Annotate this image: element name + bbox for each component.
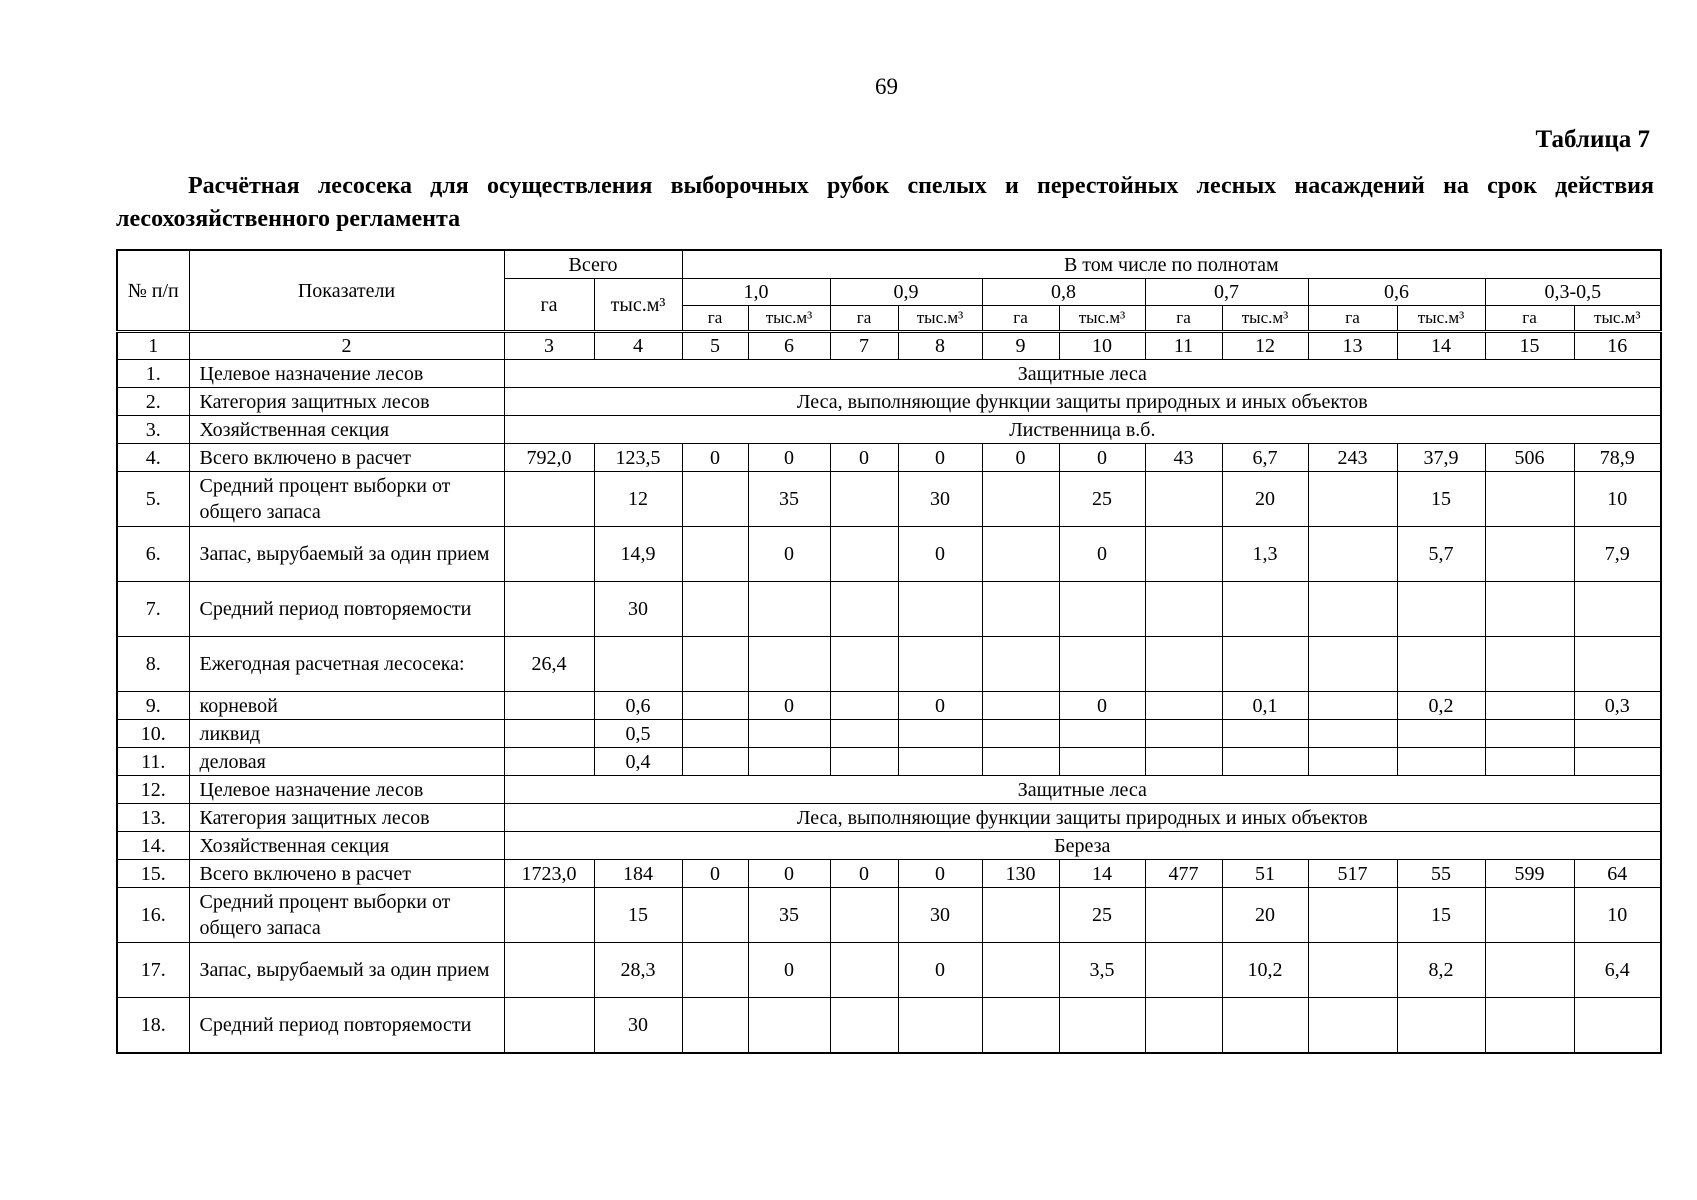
table-cell	[1574, 998, 1661, 1054]
table-cell	[830, 888, 898, 943]
table-row	[117, 720, 1661, 748]
column-number: 1	[117, 332, 189, 360]
column-number: 7	[830, 332, 898, 360]
table-cell	[1308, 888, 1397, 943]
row-label: Ежегодная расчетная лесосека:	[189, 637, 504, 692]
table-row	[117, 832, 1661, 860]
header-indicators: Показатели	[189, 250, 504, 332]
table-cell	[898, 720, 982, 748]
table-cell	[1397, 720, 1485, 748]
header-density-0-9: 0,9	[830, 279, 982, 306]
table-cell	[1145, 527, 1222, 582]
table-cell: 0	[898, 527, 982, 582]
header-ha: га	[682, 306, 748, 332]
table-cell	[682, 692, 748, 720]
table-cell	[1574, 720, 1661, 748]
table-cell	[1308, 748, 1397, 776]
table-cell	[1574, 637, 1661, 692]
row-label: корневой	[189, 692, 504, 720]
table-cell	[1308, 527, 1397, 582]
table-cell	[982, 472, 1059, 527]
row-number: 14.	[117, 832, 189, 860]
table-cell	[1059, 748, 1145, 776]
table-cell	[682, 748, 748, 776]
table-cell: 0	[898, 860, 982, 888]
row-label: Средний процент выборки от общего запаса	[189, 472, 504, 527]
table-cell: 243	[1308, 444, 1397, 472]
table-cell	[504, 748, 594, 776]
table-cell	[1574, 748, 1661, 776]
table-row	[117, 804, 1661, 832]
row-label: Всего включено в расчет	[189, 860, 504, 888]
table-cell: 477	[1145, 860, 1222, 888]
table-row	[117, 692, 1661, 720]
column-number: 8	[898, 332, 982, 360]
table-cell	[504, 998, 594, 1054]
table-cell	[1485, 998, 1574, 1054]
table-cell	[1145, 692, 1222, 720]
column-number: 6	[748, 332, 830, 360]
table-cell	[1145, 888, 1222, 943]
table-label: Таблица 7	[1535, 126, 1650, 153]
table-cell	[1145, 582, 1222, 637]
table-cell	[682, 720, 748, 748]
table-cell: 35	[748, 472, 830, 527]
table-row	[117, 472, 1661, 527]
row-label: Хозяйственная секция	[189, 832, 504, 860]
table-cell	[682, 888, 748, 943]
table-cell	[1222, 637, 1308, 692]
table-cell	[1308, 720, 1397, 748]
column-number: 14	[1397, 332, 1485, 360]
table-cell	[1485, 720, 1574, 748]
table-cell: 15	[594, 888, 682, 943]
table-cell	[830, 692, 898, 720]
table-cell	[1485, 527, 1574, 582]
table-cell: 0,3	[1574, 692, 1661, 720]
table-row	[117, 444, 1661, 472]
table-cell: 43	[1145, 444, 1222, 472]
row-number: 17.	[117, 943, 189, 998]
table-cell	[898, 748, 982, 776]
table-cell	[504, 943, 594, 998]
row-span-value: Защитные леса	[504, 776, 1661, 804]
row-label: Целевое назначение лесов	[189, 776, 504, 804]
table-cell: 0	[1059, 527, 1145, 582]
table-cell: 792,0	[504, 444, 594, 472]
table-cell	[1485, 582, 1574, 637]
table-cell: 0,6	[594, 692, 682, 720]
table-row	[117, 748, 1661, 776]
table-cell	[1574, 582, 1661, 637]
table-cell	[830, 998, 898, 1054]
header-density-0-7: 0,7	[1145, 279, 1308, 306]
table-row	[117, 416, 1661, 444]
table-cell: 37,9	[1397, 444, 1485, 472]
table-cell: 14	[1059, 860, 1145, 888]
column-number: 9	[982, 332, 1059, 360]
table-row	[117, 888, 1661, 943]
table-row	[117, 388, 1661, 416]
header-ha: га	[830, 306, 898, 332]
table-cell: 30	[898, 472, 982, 527]
table-row	[117, 637, 1661, 692]
table-cell	[1222, 582, 1308, 637]
table-cell	[1397, 582, 1485, 637]
table-cell: 25	[1059, 888, 1145, 943]
table-cell	[1397, 748, 1485, 776]
table-cell	[830, 943, 898, 998]
row-label: Средний период повторяемости	[189, 582, 504, 637]
table-row	[117, 860, 1661, 888]
table-cell: 20	[1222, 888, 1308, 943]
header-vol: тыс.м³	[748, 306, 830, 332]
table-cell: 0,1	[1222, 692, 1308, 720]
column-number: 5	[682, 332, 748, 360]
table-cell: 55	[1397, 860, 1485, 888]
table-cell	[1308, 943, 1397, 998]
header-ha: га	[1485, 306, 1574, 332]
row-number: 5.	[117, 472, 189, 527]
column-number-row	[117, 332, 1661, 360]
table-cell: 0,5	[594, 720, 682, 748]
table-cell	[748, 748, 830, 776]
row-number: 12.	[117, 776, 189, 804]
table-cell: 28,3	[594, 943, 682, 998]
table-row	[117, 582, 1661, 637]
table-cell: 25	[1059, 472, 1145, 527]
table-cell	[898, 582, 982, 637]
table-cell	[1145, 720, 1222, 748]
header-by-density: В том числе по полнотам	[682, 250, 1661, 279]
table-cell	[1485, 748, 1574, 776]
header-num: № п/п	[117, 250, 189, 332]
header-ha: га	[1308, 306, 1397, 332]
table-cell: 5,7	[1397, 527, 1485, 582]
table-cell	[682, 637, 748, 692]
table-cell	[982, 943, 1059, 998]
table-cell: 0	[748, 527, 830, 582]
table-cell: 12	[594, 472, 682, 527]
header-ha: га	[982, 306, 1059, 332]
row-number: 7.	[117, 582, 189, 637]
table-cell: 30	[898, 888, 982, 943]
row-number: 4.	[117, 444, 189, 472]
table-cell: 0	[898, 943, 982, 998]
table-cell	[682, 582, 748, 637]
column-number: 15	[1485, 332, 1574, 360]
table-cell	[898, 998, 982, 1054]
header-vol: тыс.м³	[898, 306, 982, 332]
row-number: 16.	[117, 888, 189, 943]
table-cell	[982, 888, 1059, 943]
page-number: 69	[875, 74, 898, 99]
header-density-1-0: 1,0	[682, 279, 830, 306]
table-cell: 0	[1059, 444, 1145, 472]
table-cell	[1397, 637, 1485, 692]
table-cell: 0	[830, 444, 898, 472]
table-cell	[504, 720, 594, 748]
table-cell	[1485, 472, 1574, 527]
row-label: Запас, вырубаемый за один прием	[189, 527, 504, 582]
column-number: 4	[594, 332, 682, 360]
table-cell	[1222, 998, 1308, 1054]
row-label: Запас, вырубаемый за один прием	[189, 943, 504, 998]
table-cell	[1059, 720, 1145, 748]
table-cell	[1308, 692, 1397, 720]
row-span-value: Береза	[504, 832, 1661, 860]
table-cell: 0	[898, 692, 982, 720]
row-number: 8.	[117, 637, 189, 692]
table-row	[117, 527, 1661, 582]
table-cell: 64	[1574, 860, 1661, 888]
table-cell	[748, 998, 830, 1054]
table-cell: 8,2	[1397, 943, 1485, 998]
table-cell	[1308, 637, 1397, 692]
table-cell: 10	[1574, 472, 1661, 527]
table-cell	[748, 637, 830, 692]
header-vol: тыс.м³	[1574, 306, 1661, 332]
table-cell	[1145, 472, 1222, 527]
row-label: ликвид	[189, 720, 504, 748]
table-cell: 123,5	[594, 444, 682, 472]
table-cell	[504, 527, 594, 582]
table-cell	[504, 472, 594, 527]
table-cell: 26,4	[504, 637, 594, 692]
table-cell: 0	[748, 444, 830, 472]
table-cell: 0	[830, 860, 898, 888]
table-cell	[1145, 943, 1222, 998]
column-number: 12	[1222, 332, 1308, 360]
table-cell	[830, 720, 898, 748]
column-number: 10	[1059, 332, 1145, 360]
table-row	[117, 943, 1661, 998]
header-total-ha: га	[504, 279, 594, 332]
table-caption: Расчётная лесосека для осуществления выборочных рубок спелых и перестойных лесных насаждений на срок действия лесохозяйственного регламента	[116, 173, 1654, 232]
table-cell: 30	[594, 998, 682, 1054]
header-vol: тыс.м³	[1059, 306, 1145, 332]
row-label: Категория защитных лесов	[189, 388, 504, 416]
table-cell: 130	[982, 860, 1059, 888]
row-label: Целевое назначение лесов	[189, 360, 504, 388]
table-cell	[748, 720, 830, 748]
table-cell: 0	[898, 444, 982, 472]
table-cell	[1059, 582, 1145, 637]
column-number: 11	[1145, 332, 1222, 360]
table-cell	[898, 637, 982, 692]
table-cell: 1723,0	[504, 860, 594, 888]
header-total-vol: тыс.м³	[594, 279, 682, 332]
table-cell	[1485, 888, 1574, 943]
column-number: 13	[1308, 332, 1397, 360]
row-number: 3.	[117, 416, 189, 444]
table-cell	[1145, 637, 1222, 692]
table-row	[117, 998, 1661, 1054]
table-cell	[982, 692, 1059, 720]
table-cell: 506	[1485, 444, 1574, 472]
table-row	[117, 360, 1661, 388]
table-cell: 0	[748, 860, 830, 888]
table-cell	[982, 582, 1059, 637]
table-cell: 0	[1059, 692, 1145, 720]
table-cell: 0,4	[594, 748, 682, 776]
table-cell: 1,3	[1222, 527, 1308, 582]
row-number: 18.	[117, 998, 189, 1054]
row-number: 15.	[117, 860, 189, 888]
row-label: Средний процент выборки от общего запаса	[189, 888, 504, 943]
table-cell	[830, 527, 898, 582]
table-cell	[504, 692, 594, 720]
row-label: Всего включено в расчет	[189, 444, 504, 472]
row-number: 9.	[117, 692, 189, 720]
row-span-value: Защитные леса	[504, 360, 1661, 388]
table-cell	[830, 748, 898, 776]
table-cell: 78,9	[1574, 444, 1661, 472]
table-cell	[982, 527, 1059, 582]
header-density-0-8: 0,8	[982, 279, 1145, 306]
table-cell	[1485, 692, 1574, 720]
row-number: 10.	[117, 720, 189, 748]
column-number: 16	[1574, 332, 1661, 360]
table-cell: 15	[1397, 472, 1485, 527]
table-cell: 10	[1574, 888, 1661, 943]
table-cell: 0,2	[1397, 692, 1485, 720]
table-cell	[1145, 748, 1222, 776]
header-ha: га	[1145, 306, 1222, 332]
table-cell	[1397, 998, 1485, 1054]
row-span-value: Леса, выполняющие функции защиты природных и иных объектов	[504, 388, 1661, 416]
table-cell: 30	[594, 582, 682, 637]
table-cell	[682, 472, 748, 527]
table-body	[117, 332, 1661, 1054]
table-cell: 599	[1485, 860, 1574, 888]
table-cell	[1308, 582, 1397, 637]
table-cell	[982, 748, 1059, 776]
table-cell: 15	[1397, 888, 1485, 943]
table-cell: 0	[682, 860, 748, 888]
header-vol: тыс.м³	[1222, 306, 1308, 332]
table-cell	[1222, 748, 1308, 776]
table-cell	[1059, 637, 1145, 692]
row-number: 1.	[117, 360, 189, 388]
header-density-0-6: 0,6	[1308, 279, 1485, 306]
table-cell: 0	[748, 692, 830, 720]
header-total: Всего	[504, 250, 682, 279]
table-cell	[1145, 998, 1222, 1054]
table-cell: 14,9	[594, 527, 682, 582]
table-cell	[682, 998, 748, 1054]
table-row	[117, 776, 1661, 804]
table-cell: 51	[1222, 860, 1308, 888]
table-cell: 20	[1222, 472, 1308, 527]
header-density-0-3-0-5: 0,3-0,5	[1485, 279, 1661, 306]
table-cell: 517	[1308, 860, 1397, 888]
row-label: деловая	[189, 748, 504, 776]
table-cell: 184	[594, 860, 682, 888]
row-number: 2.	[117, 388, 189, 416]
table-cell: 10,2	[1222, 943, 1308, 998]
table-cell: 7,9	[1574, 527, 1661, 582]
table-cell	[1485, 943, 1574, 998]
row-label: Хозяйственная секция	[189, 416, 504, 444]
row-number: 6.	[117, 527, 189, 582]
table-cell	[504, 582, 594, 637]
table-cell: 0	[682, 444, 748, 472]
table-cell	[1059, 998, 1145, 1054]
table-cell	[830, 582, 898, 637]
table-cell: 3,5	[1059, 943, 1145, 998]
table-cell: 35	[748, 888, 830, 943]
row-label: Категория защитных лесов	[189, 804, 504, 832]
row-number: 13.	[117, 804, 189, 832]
row-label: Средний период повторяемости	[189, 998, 504, 1054]
column-number: 3	[504, 332, 594, 360]
table-cell	[830, 637, 898, 692]
table-cell	[682, 943, 748, 998]
table-cell	[594, 637, 682, 692]
table-cell	[682, 527, 748, 582]
table-cell: 6,4	[1574, 943, 1661, 998]
table-cell	[1308, 472, 1397, 527]
row-number: 11.	[117, 748, 189, 776]
table-cell	[1485, 637, 1574, 692]
table-cell	[748, 582, 830, 637]
row-span-value: Лиственница в.б.	[504, 416, 1661, 444]
table-cell: 6,7	[1222, 444, 1308, 472]
table-cell	[504, 888, 594, 943]
table-cell	[982, 998, 1059, 1054]
table-cell	[1222, 720, 1308, 748]
table-cell	[1308, 998, 1397, 1054]
header-vol: тыс.м³	[1397, 306, 1485, 332]
allowable-cut-table	[116, 249, 1662, 1054]
column-number: 2	[189, 332, 504, 360]
table-cell	[830, 472, 898, 527]
row-span-value: Леса, выполняющие функции защиты природных и иных объектов	[504, 804, 1661, 832]
table-cell	[982, 637, 1059, 692]
table-cell: 0	[748, 943, 830, 998]
table-cell: 0	[982, 444, 1059, 472]
table-cell	[982, 720, 1059, 748]
